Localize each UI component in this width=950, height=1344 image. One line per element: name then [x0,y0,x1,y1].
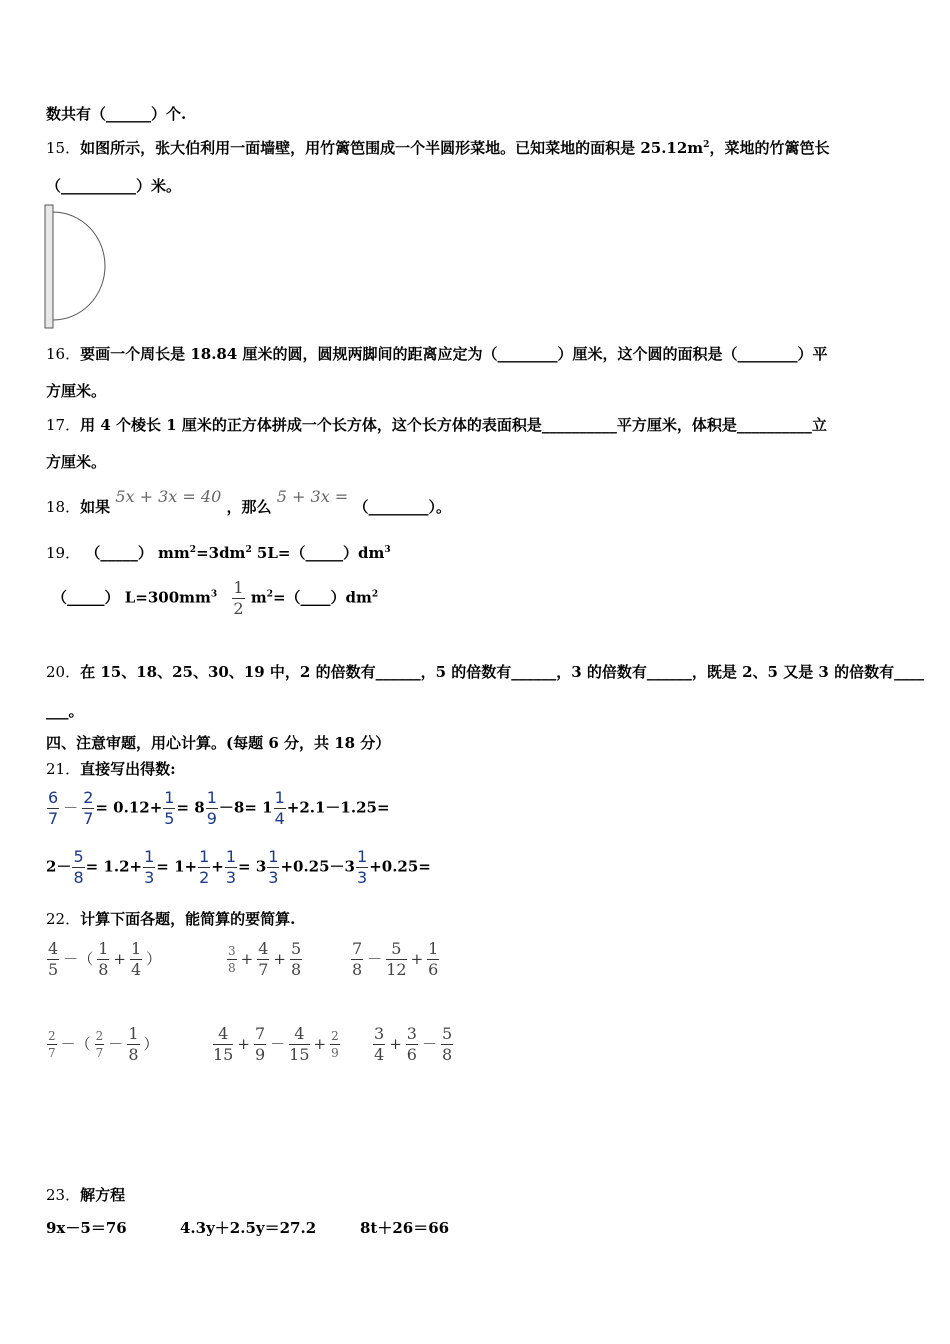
q20-number: 20． [46,663,81,681]
q22-expression-2: $\frac{3}{8}$ + $\frac{4}{7}$ + $\frac{5}{8}$ [228,939,302,979]
q23-title: 23．解方程 [46,1186,126,1204]
q22-title: 22．计算下面各题，能简算的要简算. [46,910,296,928]
q17-line-2: 方厘米。 [46,453,107,471]
q20-line-1: 20．在 15、18、25、30、19 中，2 的倍数有______，5 的倍数有______，3 的倍数有______，既是 2、5 又是 3 的倍数有____ [46,663,925,681]
section-4-heading: 四、注意审题，用心计算。(每题 6 分，共 18 分） [46,734,391,752]
semicircle-figure [40,203,110,331]
fraction: $\frac{1}{5}$ [164,788,175,828]
q20-line-2: ___。 [46,702,84,720]
q23-equation-3: 8t＋26＝66 [360,1219,450,1237]
q15-line-2: （__________）米。 [46,177,182,195]
q16-number: 16． [46,345,81,363]
q19-line-2: （_____） $L=300mm^3$ $\frac{1}{2}$ $m^2=(\_\_\_\_)dm^2$ [52,578,379,618]
fraction: $\frac{1}{9}$ [206,788,217,828]
q23-equation-1: 9x－5＝76 [46,1219,127,1237]
q17-number: 17． [46,416,81,434]
q22-expression-6: $\frac{3}{4}$ + $\frac{3}{6}$ － $\frac{5}{8}$ [374,1024,453,1064]
fraction: $\frac{1}{3}$ [225,847,237,887]
q23-equation-2: 4.3y＋2.5y＝27.2 [180,1219,317,1237]
q17-line-1: 17．用 4 个棱长 1 厘米的正方体拼成一个长方体，这个长方体的表面积是__________平方厘米，体积是__________立 [46,416,827,434]
fraction: $\frac{1}{3}$ [268,847,279,887]
q15-number: 15． [46,139,81,157]
q21-row-1: $\frac{6}{7}$ － $\frac{2}{7}$ = 0.12+ $\frac{1}{5}$ = 8 $\frac{1}{9}$ －8= 1 $\frac{1}{4}$ +2.1－1.25= [48,788,390,828]
fraction: $\frac{1}{2}$ [199,847,210,887]
q22-expression-5: $\frac{4}{15}$ + $\frac{7}{9}$ － $\frac{4}{15}$ + $\frac{2}{9}$ [213,1024,339,1064]
q16-line-1: 16．要画一个周长是 18.84 厘米的圆，圆规两脚间的距离应定为（________）厘米，这个圆的面积是（________）平 [46,345,828,363]
q21-number: 21． [46,760,81,778]
q22-expression-3: $\frac{7}{8}$ － $\frac{5}{12}$ + $\frac{1}{6}$ [352,939,439,979]
q18-formula-a: 5x + 3x = 40 [115,487,222,506]
q18-formula-b: 5 + 3x = [276,487,349,506]
q22-expression-1: $\frac{4}{5}$ －（ $\frac{1}{8}$ + $\frac{1}{4}$ ） [48,939,162,979]
fraction: $\frac{1}{3}$ [144,847,155,887]
q15-line-1: 15．如图所示，张大伯利用一面墙壁，用竹篱笆围成一个半圆形菜地。已知菜地的面积是 $25.12m^2$，菜地的竹篱笆长 [46,139,830,157]
q19-half-fraction: $\frac{1}{2}$ [233,578,244,618]
fraction: $\frac{5}{8}$ [73,847,84,887]
q18-line: 18．如果 5x + 3x = 40 ，那么 5 + 3x = （________）。 [46,487,451,516]
fraction: $\frac{6}{7}$ [48,788,59,828]
q14-tail: 数共有（______）个. [46,105,187,123]
q16-line-2: 方厘米。 [46,382,107,400]
q21-row-2: 2－ $\frac{5}{8}$ = 1.2+ $\frac{1}{3}$ = 1+ $\frac{1}{2}$ + $\frac{1}{3}$ = 3 $\frac{1}{3}$ +0.25－3 $\frac{1}{3}$ +0.25= [46,847,431,887]
fraction: $\frac{1}{3}$ [357,847,368,887]
semicircle-arc [53,212,105,320]
fraction: $\frac{1}{4}$ [274,788,285,828]
fraction: $\frac{2}{7}$ [83,788,94,828]
wall-rect [45,205,53,328]
q23-number: 23． [46,1186,81,1204]
q22-expression-4: $\frac{2}{7}$ －（ $\frac{2}{7}$ － $\frac{1}{8}$ ） [48,1024,159,1064]
q21-title: 21．直接写出得数: [46,760,176,778]
q19-number: 19． [46,544,81,562]
q22-number: 22． [46,910,81,928]
q19-line-1: 19． （_____） $mm^2=3dm^2$ $5L=(\_\_\_\_\_)dm^3$ [46,544,391,562]
q18-number: 18． [46,498,81,516]
